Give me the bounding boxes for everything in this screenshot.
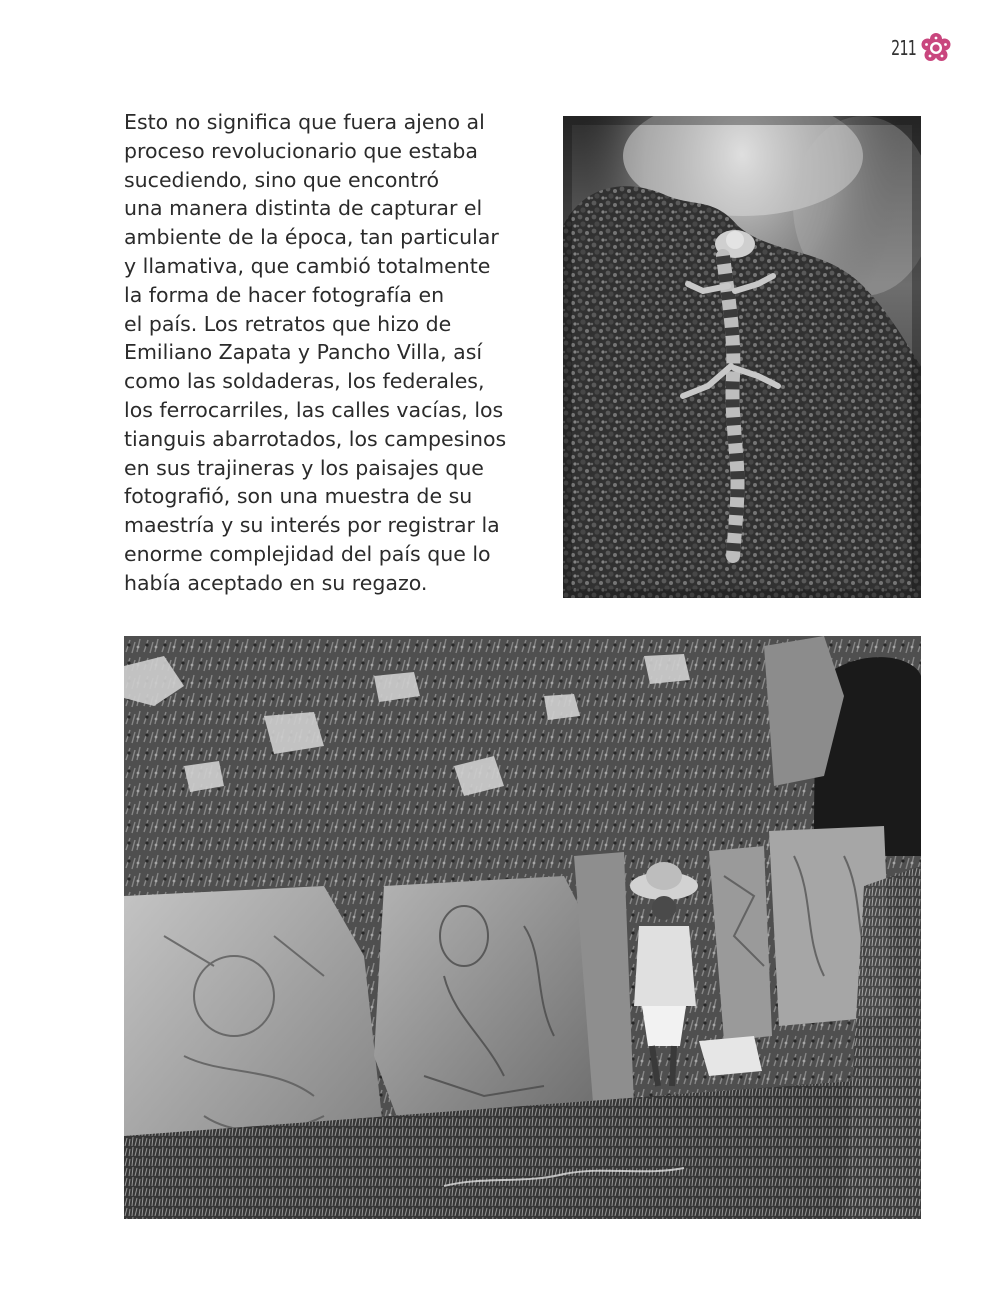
paragraph-line: ambiente de la época, tan particular [124,225,499,250]
paragraph-line: y llamativa, que cambió totalmente [124,253,491,278]
paragraph-line: maestría y su interés por registrar la [124,513,500,538]
paragraph-line: Emiliano Zapata y Pancho Villa, así [124,340,483,365]
paragraph-line: en sus trajineras y los paisajes que [124,455,484,480]
paragraph-line: el país. Los retratos que hizo de [124,311,452,336]
paragraph-line: como las soldaderas, los federales, [124,369,485,394]
carved-stones-photo-icon [124,636,921,1219]
paragraph-line: Esto no significa que fuera ajeno al [124,110,485,134]
paragraph-line: había aceptado en su regazo. [124,570,428,595]
ruins-photo [124,636,921,1219]
paragraph-line: enorme complejidad del país que lo [124,541,491,566]
body-paragraph [124,108,544,598]
paragraph-line: una manera distinta de capturar el [124,196,483,221]
paragraph-line: proceso revolucionario que estaba [124,138,478,163]
paragraph-line: tianguis abarrotados, los campesinos [124,426,507,451]
iguana-photo [563,116,921,598]
paragraph-line: la forma de hacer fotografía en [124,282,445,307]
paragraph-line: fotografió, son una muestra de su [124,484,473,509]
page-number: 211 [891,36,916,60]
paragraph-line: sucediendo, sino que encontró [124,167,439,192]
iguana-photo-icon [563,116,921,598]
paragraph-line: los ferrocarriles, las calles vacías, los [124,397,504,422]
flower-icon [920,32,952,64]
